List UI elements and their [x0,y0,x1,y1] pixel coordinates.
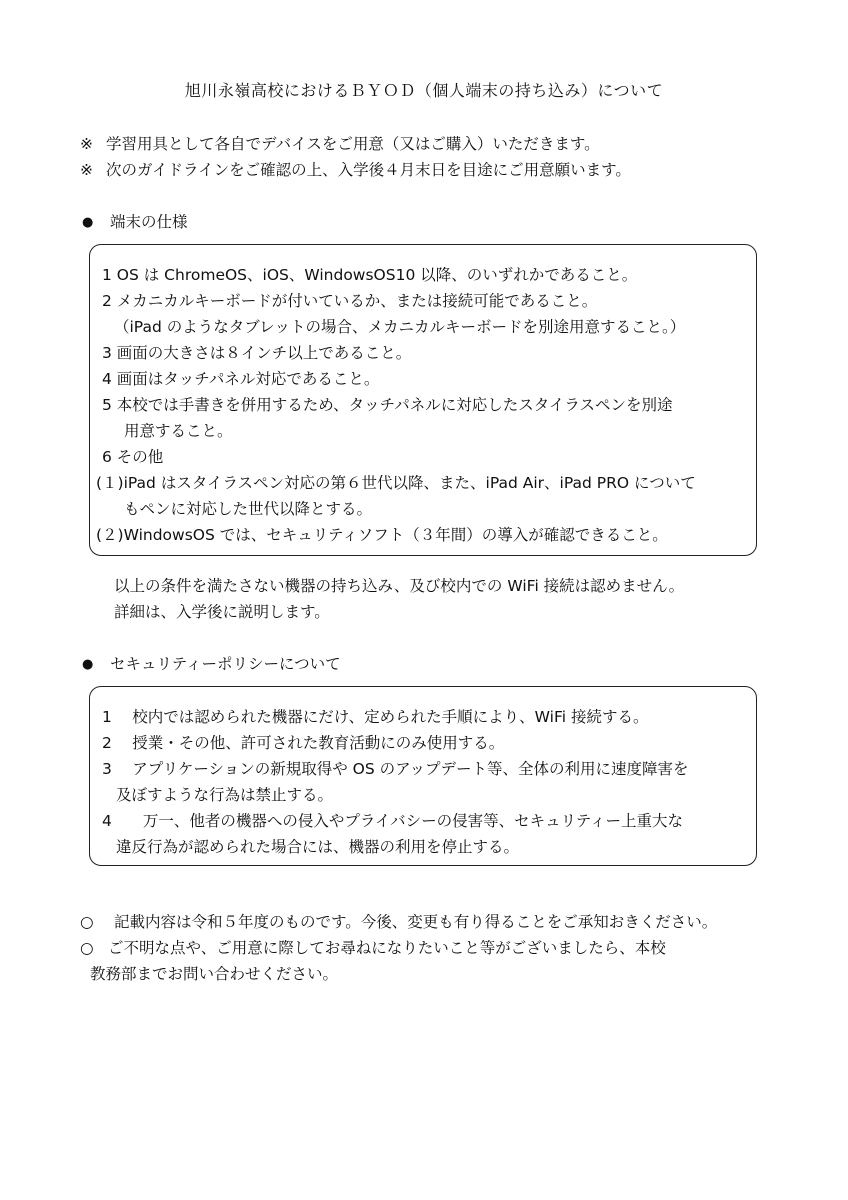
security-heading [82,652,341,674]
footnote-text: ご不明な点や、ご用意に際してお尋ねになりたいこと等がございましたら、本校 [108,939,666,957]
document-title: 旭川永嶺高校におけるＢＹＯＤ（個人端末の持ち込み）について [184,81,664,100]
note-line-2 [80,158,631,180]
footnote-text: 記載内容は令和５年度のものです。今後、変更も有り得ることをご承知おきください。 [114,913,718,931]
note-text: 学習用具として各自でデバイスをご用意（又はご購入）いただきます。 [106,135,600,153]
bullet-icon: ● [82,215,94,230]
spec-line: （iPad のようなタブレットの場合、メカニカルキーボードを別途用意すること。） [114,318,686,336]
note-line-1 [80,132,600,154]
spec-line: 6 その他 [102,448,164,466]
security-line: 1 校内では認められた機器にだけ、定められた手順により、WiFi 接続する。 [102,708,649,726]
spec-heading-text: 端末の仕様 [110,213,188,231]
security-line: 4 万一、他者の機器への侵入やプライバシーの侵害等、セキュリティー上重大な [102,812,684,830]
spec-line: 2 メカニカルキーボードが付いているか、または接続可能であること。 [102,292,598,310]
security-line: 違反行為が認められた場合には、機器の利用を停止する。 [116,838,520,856]
security-line: 2 授業・その他、許可された教育活動にのみ使用する。 [102,734,505,752]
circle-icon: ○ [80,939,94,957]
spec-line: 5 本校では手書きを併用するため、タッチパネルに対応したスタイラスペンを別途 [102,396,673,414]
note-mark: ※ [80,161,93,179]
spec-box [89,244,757,556]
spec-line: 4 画面はタッチパネル対応であること。 [102,370,380,388]
spec-line: 用意すること。 [124,422,233,440]
spec-line: (２)WindowsOS では、セキュリティソフト（３年間）の導入が確認できること。 [96,526,668,544]
security-line: 及ぼすような行為は禁止する。 [116,786,334,804]
footnote-line-2 [80,936,666,958]
spec-line: もペンに対応した世代以降とする。 [124,500,373,518]
security-line: 3 アプリケーションの新規取得や OS のアップデート等、全体の利用に速度障害を [102,760,689,778]
footnote-text: 教務部までお問い合わせください。 [90,965,339,983]
spec-line: 1 OS は ChromeOS、iOS、WindowsOS10 以降、のいずれかであること。 [102,266,638,284]
note-mark: ※ [80,135,93,153]
spec-after-line-1: 以上の条件を満たさない機器の持ち込み、及び校内での WiFi 接続は認めません。 [114,577,685,595]
note-text: 次のガイドラインをご確認の上、入学後４月末日を目途にご用意願います。 [106,161,631,179]
spec-line: (１)iPad はスタイラスペン対応の第６世代以降、また、iPad Air、iPad PRO について [96,474,696,492]
security-box [89,686,757,866]
footnote-line-1 [80,910,717,932]
spec-after-line-2: 詳細は、入学後に説明します。 [114,603,330,621]
bullet-icon: ● [82,657,94,672]
security-heading-text: セキュリティーポリシーについて [110,655,341,673]
circle-icon: ○ [80,913,94,931]
footnote-line-3 [90,962,338,984]
spec-line: 3 画面の大きさは８インチ以上であること。 [102,344,412,362]
spec-heading [82,210,188,232]
